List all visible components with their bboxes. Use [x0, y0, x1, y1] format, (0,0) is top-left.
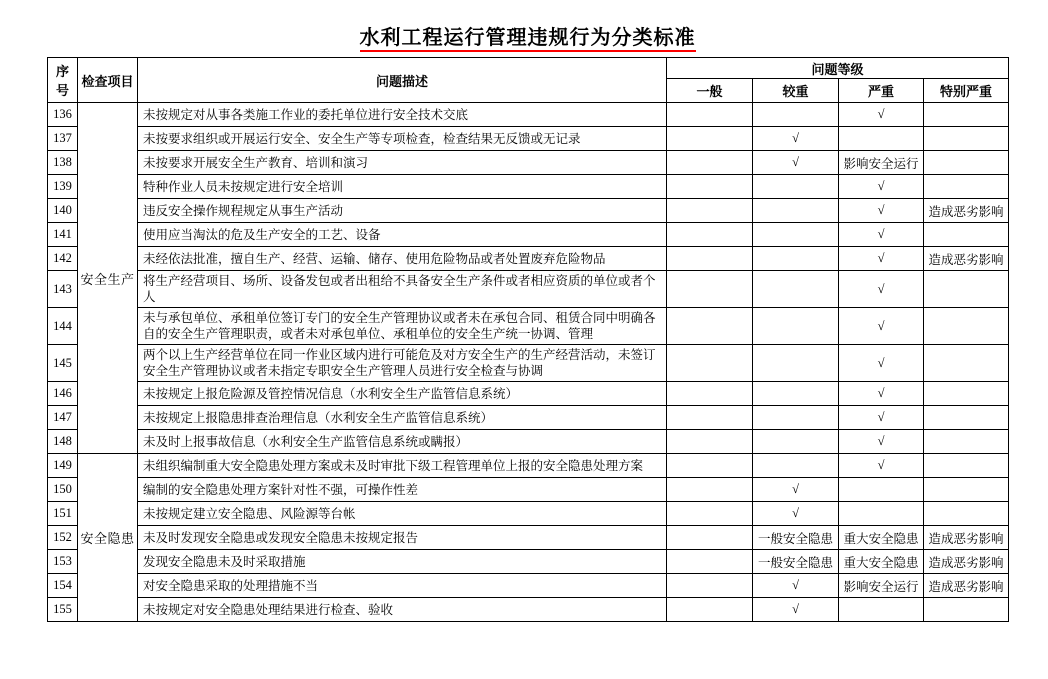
level-extreme-cell [924, 223, 1009, 247]
level-moderate-cell: √ [753, 478, 839, 502]
problem-description-cell: 对安全隐患采取的处理措施不当 [138, 574, 667, 598]
row-number: 137 [48, 127, 78, 151]
level-moderate-cell [753, 406, 839, 430]
problem-description-cell: 将生产经营项目、场所、设备发包或者出租给不具备安全生产条件或者相应资质的单位或者个人 [138, 271, 667, 308]
level-moderate-cell [753, 175, 839, 199]
problem-description-cell: 未按规定对安全隐患处理结果进行检查、验收 [138, 598, 667, 622]
row-number: 155 [48, 598, 78, 622]
table-row [48, 478, 1009, 502]
level-extreme-cell [924, 175, 1009, 199]
level-extreme-cell: 造成恶劣影响 [924, 199, 1009, 223]
table-row [48, 550, 1009, 574]
row-number: 142 [48, 247, 78, 271]
level-extreme-cell: 造成恶劣影响 [924, 574, 1009, 598]
level-severe-cell [839, 478, 924, 502]
level-general-cell [667, 574, 753, 598]
level-severe-cell: √ [839, 382, 924, 406]
category-cell: 安全生产 [78, 103, 138, 454]
problem-description-cell: 两个以上生产经营单位在同一作业区域内进行可能危及对方安全生产的生产经营活动，未签订安全生产管理协议或者未指定专职安全生产管理人员进行安全检查与协调 [138, 345, 667, 382]
row-number: 153 [48, 550, 78, 574]
level-extreme-cell: 造成恶劣影响 [924, 526, 1009, 550]
table-row [48, 103, 1009, 127]
level-severe-cell: √ [839, 175, 924, 199]
level-moderate-cell [753, 247, 839, 271]
table-row [48, 502, 1009, 526]
row-number: 144 [48, 308, 78, 345]
level-general-cell [667, 103, 753, 127]
table-row [48, 247, 1009, 271]
table-row [48, 406, 1009, 430]
level-general-cell [667, 247, 753, 271]
row-number: 150 [48, 478, 78, 502]
level-moderate-cell: 一般安全隐患 [753, 526, 839, 550]
level-general-cell [667, 175, 753, 199]
level-general-cell [667, 127, 753, 151]
level-extreme-cell [924, 502, 1009, 526]
level-extreme-cell [924, 308, 1009, 345]
level-moderate-cell: √ [753, 151, 839, 175]
row-number: 151 [48, 502, 78, 526]
table-row [48, 574, 1009, 598]
row-number: 146 [48, 382, 78, 406]
level-general-cell [667, 199, 753, 223]
row-number: 152 [48, 526, 78, 550]
level-severe-cell: 影响安全运行 [839, 151, 924, 175]
problem-description-cell: 未按规定上报危险源及管控情况信息（水利安全生产监管信息系统） [138, 382, 667, 406]
table-row [48, 308, 1009, 345]
header-level-severe: 严重 [839, 79, 924, 103]
problem-description-cell: 未经依法批准，擅自生产、经营、运输、储存、使用危险物品或者处置废弃危险物品 [138, 247, 667, 271]
table-row [48, 526, 1009, 550]
level-severe-cell [839, 502, 924, 526]
level-general-cell [667, 271, 753, 308]
level-extreme-cell [924, 406, 1009, 430]
level-moderate-cell: 一般安全隐患 [753, 550, 839, 574]
page-title [47, 26, 1008, 52]
problem-description-cell: 未及时上报事故信息（水利安全生产监管信息系统或瞒报） [138, 430, 667, 454]
level-moderate-cell [753, 103, 839, 127]
header-level-group: 问题等级 [667, 58, 1009, 79]
table-row [48, 127, 1009, 151]
row-number: 148 [48, 430, 78, 454]
level-moderate-cell: √ [753, 574, 839, 598]
level-extreme-cell: 造成恶劣影响 [924, 247, 1009, 271]
category-cell: 安全隐患 [78, 454, 138, 622]
problem-description-cell: 未按规定上报隐患排查治理信息（水利安全生产监管信息系统） [138, 406, 667, 430]
row-number: 154 [48, 574, 78, 598]
level-severe-cell: 重大安全隐患 [839, 550, 924, 574]
level-moderate-cell: √ [753, 598, 839, 622]
level-general-cell [667, 526, 753, 550]
violation-classification-table [47, 57, 1009, 622]
level-moderate-cell [753, 199, 839, 223]
level-moderate-cell: √ [753, 502, 839, 526]
level-severe-cell: 影响安全运行 [839, 574, 924, 598]
header-level-extreme: 特别严重 [924, 79, 1009, 103]
header-level-moderate: 较重 [753, 79, 839, 103]
problem-description-cell: 未及时发现安全隐患或发现安全隐患未按规定报告 [138, 526, 667, 550]
level-extreme-cell [924, 271, 1009, 308]
problem-description-cell: 违反安全操作规程规定从事生产活动 [138, 199, 667, 223]
level-extreme-cell [924, 151, 1009, 175]
table-row [48, 175, 1009, 199]
level-moderate-cell [753, 271, 839, 308]
level-severe-cell: √ [839, 103, 924, 127]
header-no: 序号 [48, 58, 78, 103]
row-number: 136 [48, 103, 78, 127]
level-general-cell [667, 502, 753, 526]
row-number: 143 [48, 271, 78, 308]
level-extreme-cell [924, 103, 1009, 127]
problem-description-cell: 发现安全隐患未及时采取措施 [138, 550, 667, 574]
level-extreme-cell [924, 454, 1009, 478]
level-severe-cell: √ [839, 345, 924, 382]
problem-description-cell: 特种作业人员未按规定进行安全培训 [138, 175, 667, 199]
row-number: 139 [48, 175, 78, 199]
level-extreme-cell [924, 345, 1009, 382]
header-category: 检查项目 [78, 58, 138, 103]
level-general-cell [667, 430, 753, 454]
level-extreme-cell [924, 478, 1009, 502]
level-extreme-cell [924, 598, 1009, 622]
problem-description-cell: 未按规定对从事各类施工作业的委托单位进行安全技术交底 [138, 103, 667, 127]
table-row [48, 345, 1009, 382]
level-severe-cell: √ [839, 271, 924, 308]
level-extreme-cell [924, 430, 1009, 454]
level-moderate-cell [753, 454, 839, 478]
level-general-cell [667, 345, 753, 382]
level-moderate-cell [753, 308, 839, 345]
level-general-cell [667, 550, 753, 574]
level-severe-cell: √ [839, 454, 924, 478]
level-severe-cell [839, 127, 924, 151]
table-row [48, 454, 1009, 478]
level-moderate-cell [753, 382, 839, 406]
table-row [48, 199, 1009, 223]
level-severe-cell: √ [839, 247, 924, 271]
level-severe-cell: √ [839, 406, 924, 430]
level-general-cell [667, 382, 753, 406]
level-general-cell [667, 478, 753, 502]
page-title-text: 水利工程运行管理违规行为分类标准 [360, 26, 696, 52]
level-moderate-cell [753, 430, 839, 454]
row-number: 147 [48, 406, 78, 430]
row-number: 140 [48, 199, 78, 223]
problem-description-cell: 未按要求开展安全生产教育、培训和演习 [138, 151, 667, 175]
table-row [48, 151, 1009, 175]
row-number: 149 [48, 454, 78, 478]
table-row [48, 382, 1009, 406]
level-severe-cell: 重大安全隐患 [839, 526, 924, 550]
level-severe-cell [839, 598, 924, 622]
level-general-cell [667, 406, 753, 430]
table-row [48, 598, 1009, 622]
level-moderate-cell [753, 345, 839, 382]
level-extreme-cell [924, 382, 1009, 406]
level-severe-cell: √ [839, 199, 924, 223]
level-severe-cell: √ [839, 223, 924, 247]
header-level-general: 一般 [667, 79, 753, 103]
level-extreme-cell [924, 127, 1009, 151]
level-moderate-cell [753, 223, 839, 247]
row-number: 145 [48, 345, 78, 382]
level-general-cell [667, 454, 753, 478]
problem-description-cell: 未与承包单位、承租单位签订专门的安全生产管理协议或者未在承包合同、租赁合同中明确各自的安全生产管理职责，或者未对承包单位、承租单位的安全生产统一协调、管理 [138, 308, 667, 345]
problem-description-cell: 编制的安全隐患处理方案针对性不强，可操作性差 [138, 478, 667, 502]
level-general-cell [667, 151, 753, 175]
level-extreme-cell: 造成恶劣影响 [924, 550, 1009, 574]
problem-description-cell: 未组织编制重大安全隐患处理方案或未及时审批下级工程管理单位上报的安全隐患处理方案 [138, 454, 667, 478]
problem-description-cell: 未按规定建立安全隐患、风险源等台帐 [138, 502, 667, 526]
row-number: 141 [48, 223, 78, 247]
problem-description-cell: 未按要求组织或开展运行安全、安全生产等专项检查，检查结果无反馈或无记录 [138, 127, 667, 151]
level-severe-cell: √ [839, 430, 924, 454]
problem-description-cell: 使用应当淘汰的危及生产安全的工艺、设备 [138, 223, 667, 247]
table-row [48, 271, 1009, 308]
level-severe-cell: √ [839, 308, 924, 345]
header-row-1 [48, 58, 1009, 79]
table-row [48, 223, 1009, 247]
header-description: 问题描述 [138, 58, 667, 103]
table-row [48, 430, 1009, 454]
level-general-cell [667, 598, 753, 622]
level-moderate-cell: √ [753, 127, 839, 151]
level-general-cell [667, 223, 753, 247]
level-general-cell [667, 308, 753, 345]
row-number: 138 [48, 151, 78, 175]
